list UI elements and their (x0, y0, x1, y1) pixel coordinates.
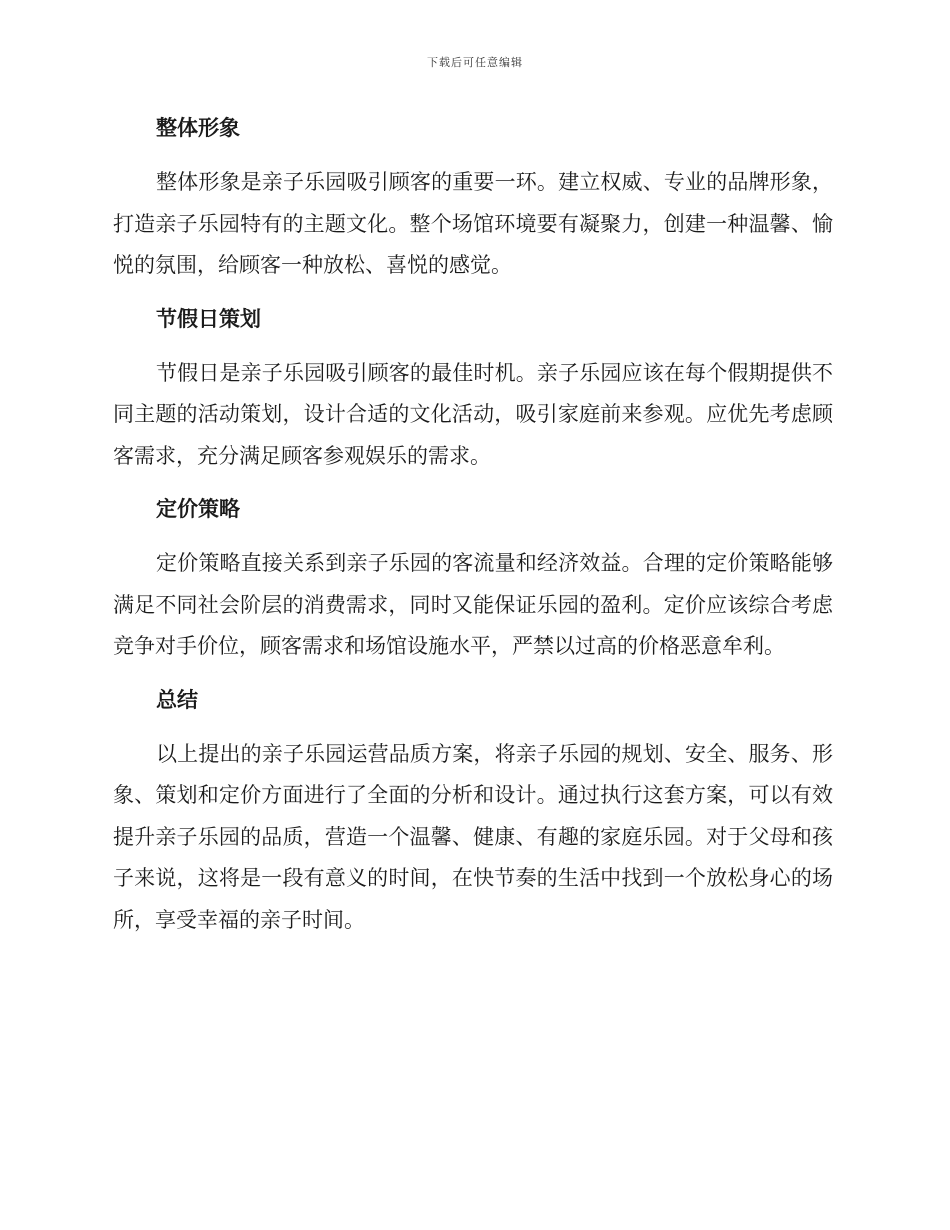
section-heading: 节假日策划 (156, 306, 261, 331)
document-body (113, 108, 833, 953)
section-heading: 整体形象 (156, 116, 240, 140)
section-paragraph: 以上提出的亲子乐园运营品质方案，将亲子乐园的规划、安全、服务、形象、策划和定价方面进行了全面的分析和设计。通过执行这套方案，可以有效提升亲子乐园的品质，营造一个温馨、健康、有趣的家庭乐园。对于父母和孩子来说，这将是一段有意义的时间，在快节奏的生活中找到一个放松身心的场所，享受幸福的亲子时间。 (113, 741, 833, 932)
section-paragraph: 整体形象是亲子乐园吸引顾客的重要一环。建立权威、专业的品牌形象，打造亲子乐园特有的主题文化。整个场馆环境要有凝聚力，创建一种温馨、愉悦的氛围，给顾客一种放松、喜悦的感觉。 (113, 170, 833, 277)
section-paragraph: 节假日是亲子乐园吸引顾客的最佳时机。亲子乐园应该在每个假期提供不同主题的活动策划，设计合适的文化活动，吸引家庭前来参观。应优先考虑顾客需求，充分满足顾客参观娱乐的需求。 (113, 360, 833, 468)
page-header-note: 下载后可任意编辑 (427, 56, 523, 69)
section-paragraph: 定价策略直接关系到亲子乐园的客流量和经济效益。合理的定价策略能够满足不同社会阶层的消费需求，同时又能保证乐园的盈利。定价应该综合考虑竞争对手价位，顾客需求和场馆设施水平，严禁以过高的价格恶意牟利。 (113, 551, 833, 658)
section-summary (113, 680, 833, 942)
section-heading: 总结 (156, 687, 198, 712)
section-holiday-planning (113, 299, 833, 478)
section-heading: 定价策略 (156, 497, 240, 521)
section-overall-image (113, 108, 833, 287)
section-pricing-strategy (113, 489, 833, 668)
